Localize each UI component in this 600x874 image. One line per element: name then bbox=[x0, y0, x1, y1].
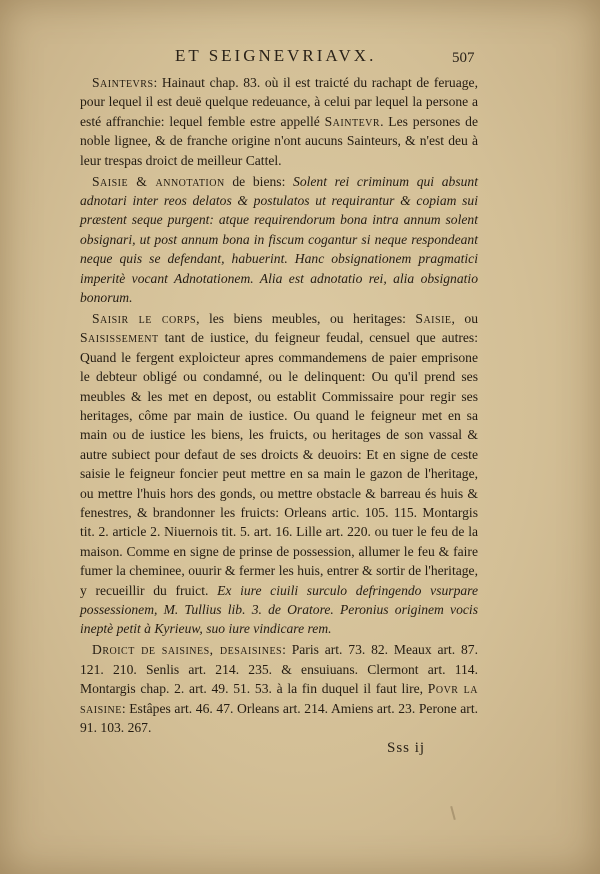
entry-heading: Droict de saisines, desaisines bbox=[92, 642, 283, 658]
paper-mark bbox=[450, 806, 456, 820]
entry-text: de biens: bbox=[224, 173, 294, 189]
body-text bbox=[80, 73, 478, 739]
entry-heading: Saisir le corps bbox=[92, 310, 197, 326]
entry-saisir-le-corps bbox=[80, 309, 478, 639]
page-number: 507 bbox=[452, 50, 475, 66]
term-small-caps: Povr la saisine bbox=[80, 681, 479, 716]
latin-gloss: Ex iure ciuili surculo defringendo vsurpare possessionem, M. Tullius lib. 3. de Oratore. Peronius originem vocis ineptè petit à Kyrieuw, suo iure vindicare rem. bbox=[80, 582, 478, 637]
latin-gloss: Solent rei criminum qui absunt adnotari inter reos delatos & postulatos ut requirantur & copiam sui præstent seque purgent: atque requirendorum bona intra annum solent obsignari, ut post annum bona in fiscum cogantur si neque respondeant neque quis se defendant, habuerint. Hanc obsignationem pragmatici imperitè vocant Adnotationem. Alia est adnotatio rei, alia obsignatio bonorum. bbox=[80, 173, 478, 305]
entry-text: . Les persones de noble lignee, & de franche origine n'ont aucuns Sainteurs, & n'est deu à leur trespas droict de meilleur Cattel. bbox=[80, 113, 478, 168]
signature-mark: Sss ij bbox=[387, 740, 426, 756]
entry-heading: Saisie & annotation bbox=[92, 173, 225, 189]
term-small-caps: Saintevr bbox=[324, 113, 381, 129]
entry-text: , ou bbox=[451, 310, 479, 326]
entry-saisie-annotation bbox=[80, 172, 478, 308]
term-small-caps: Saisissement bbox=[80, 330, 159, 346]
entry-text: tant de iustice, du feigneur feudal, censuel que autres: Quand le fergent exploicteur apres commandemens de paier emprisone le debteur obligé ou condamné, ou le delinquent: Ou qu'il prend ses meubles & les met en depost, ou establit Commissaire pour regir ses heritages, côme par main de iustice. Ou quand le feigneur met en sa main ou de iustice les biens, les fruicts, ou heritages de son vassal & autre subiect pour defaut de ses droicts & deuoirs: Et en signe de ceste saisie le feigneur foncier peut mettre en sa main le gazon de l'heritage, ou mettre l'huis hors des gonds, ou mettre obstacle & barreau és huis & fenestres, & brandonner les fruicts: Orleans artic. 105. 115. Montargis tit. 2. article 2. Niuernois tit. 5. art. 16. Lille art. 220. ou tuer le feu de la maison. Comme en signe de prinse de possession, allumer le feu & faire fumer la cheminee, ouurir & fermer les huis, entrer & sortir de l'heritage, y recueillir du fruict. bbox=[80, 330, 478, 598]
term-small-caps: Saisie bbox=[415, 310, 452, 326]
entry-text: , les biens meubles, ou heritages: bbox=[196, 310, 416, 326]
entry-text: : Hainaut chap. 83. où il est traicté du rachapt de feruage, pour lequel il est deuë quelque redeuance, à celui par lequel la persone a esté affranchie: lequel femble estre appellé bbox=[80, 75, 478, 129]
entry-sainteurs bbox=[80, 73, 478, 170]
entry-heading: Saintevrs bbox=[92, 75, 154, 90]
entry-text: : Estâpes art. 46. 47. Orleans art. 214. Amiens art. 23. Perone art. 91. 103. 267. bbox=[80, 700, 478, 735]
entry-droict-de-saisines bbox=[80, 640, 478, 737]
entry-text: : Paris art. 73. 82. Meaux art. 87. 121. 210. Senlis art. 214. 235. & ensuiuans. Clermont art. 114. Montargis chap. 2. art. 49. 51. 53. à la fin duquel il faut lire, bbox=[80, 642, 478, 697]
running-head: ET SEIGNEVRIAVX. bbox=[175, 46, 377, 65]
